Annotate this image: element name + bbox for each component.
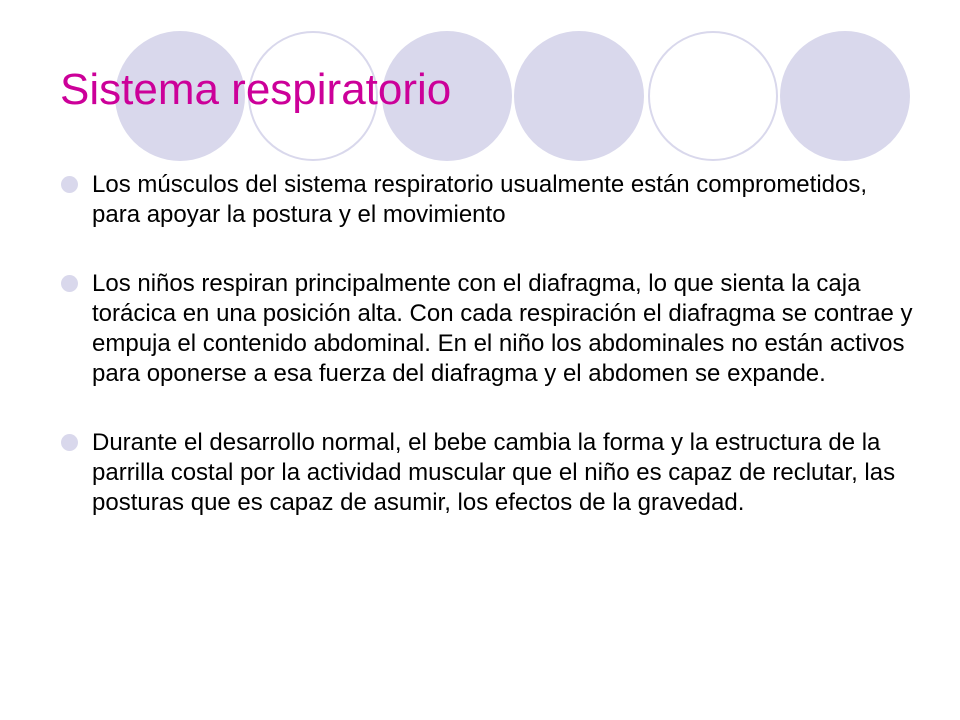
- bullet-dot-icon: [61, 434, 78, 451]
- bullet-item-1: [60, 170, 920, 230]
- bullet-dot-icon: [61, 176, 78, 193]
- bullet-text-3: Durante el desarrollo normal, el bebe cambia la forma y la estructura de la parrilla costal por la actividad muscular que el niño es capaz de reclutar, las posturas que es capaz de asumir, los efectos de la gravedad.: [92, 429, 896, 516]
- bullet-item-3: [60, 428, 920, 518]
- decorative-circle-4: [514, 31, 644, 161]
- decorative-circle-5: [648, 31, 778, 161]
- bullet-dot-icon: [61, 275, 78, 292]
- bullet-text-2: Los niños respiran principalmente con el diafragma, lo que sienta la caja torácica en una posición alta. Con cada respiración el diafragma se contrae y empuja el contenido abdominal. En el niño los abdominales no están activos para oponerse a esa fuerza del diafragma y el abdomen se expande.: [92, 270, 913, 387]
- bullet-list: [60, 170, 920, 557]
- bullet-text-1: Los músculos del sistema respiratorio usualmente están comprometidos, para apoyar la postura y el movimiento: [92, 171, 868, 228]
- slide-title: Sistema respiratorio: [60, 65, 452, 114]
- decorative-circle-6: [780, 31, 910, 161]
- bullet-item-2: [60, 269, 920, 389]
